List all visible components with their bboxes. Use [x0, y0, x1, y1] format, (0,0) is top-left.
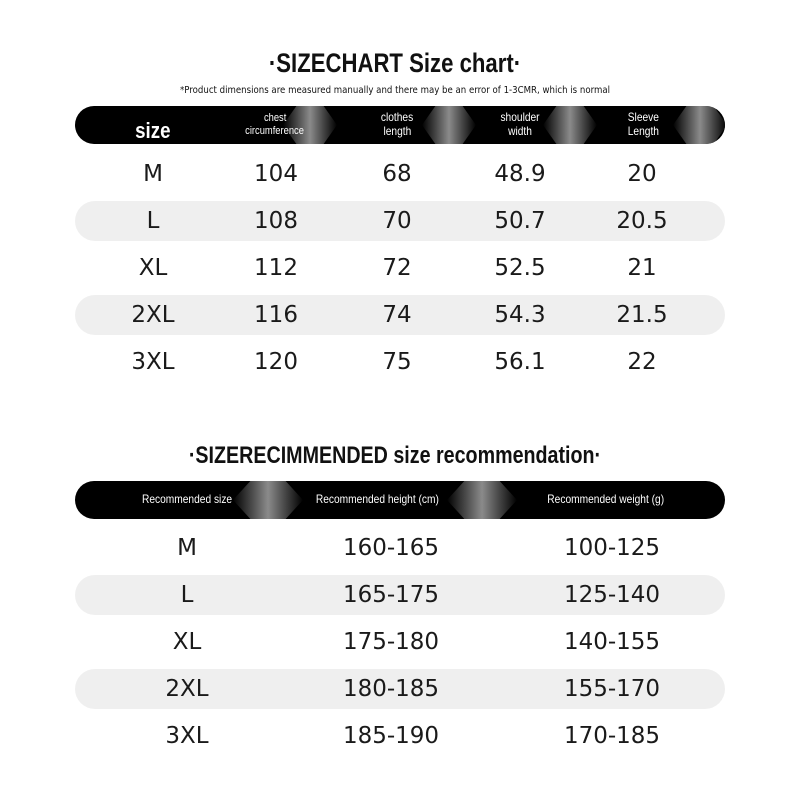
table-cell: XL [172, 629, 202, 655]
table-cell: 100-125 [563, 535, 661, 561]
table-cell: 56.1 [494, 349, 546, 375]
table-row [75, 669, 725, 709]
header-rec-weight [523, 481, 688, 519]
header-length-line2: length [383, 124, 411, 138]
header-size [100, 112, 205, 144]
size-chart-title: ·SIZECHART Size chart· [268, 48, 522, 78]
table-cell: 175-180 [342, 629, 440, 655]
table-cell: 120 [254, 349, 298, 375]
table-cell: 165-175 [342, 582, 440, 608]
table-cell: 112 [254, 255, 298, 281]
table-cell: 170-185 [563, 723, 661, 749]
header-sleeve-line2: Length [627, 124, 659, 138]
header-sleeve [593, 106, 693, 144]
table-cell: 21.5 [616, 302, 668, 328]
table-cell: 74 [382, 302, 412, 328]
table-row [75, 575, 725, 615]
table-cell: 72 [382, 255, 412, 281]
recommendation-title: ·SIZERECIMMENDED size recommendation· [188, 442, 602, 469]
table-cell: 68 [382, 161, 412, 187]
header-sleeve-line1: Sleeve [627, 110, 659, 125]
table-cell: 20 [627, 161, 657, 187]
table-cell: 116 [254, 302, 298, 328]
header-rec-height-label: Recommended height (cm) [315, 492, 440, 507]
table-row [75, 528, 725, 568]
size-chart-header [75, 106, 725, 144]
table-cell: L [180, 582, 194, 608]
table-cell: M [177, 535, 197, 561]
table-cell: 75 [382, 349, 412, 375]
header-shoulder-line1: shoulder [500, 110, 540, 125]
table-cell: 70 [382, 208, 412, 234]
table-cell: 3XL [165, 723, 209, 749]
table-cell: 21 [627, 255, 657, 281]
header-shoulder-line2: width [508, 124, 532, 138]
header-chest [225, 106, 325, 144]
table-row [75, 154, 725, 194]
table-cell: 22 [627, 349, 657, 375]
header-rec-size [115, 481, 260, 519]
recommendation-header [75, 481, 725, 519]
table-cell: L [146, 208, 160, 234]
table-cell: 185-190 [342, 723, 440, 749]
table-cell: 2XL [131, 302, 175, 328]
table-cell: 3XL [131, 349, 175, 375]
table-cell: 2XL [165, 676, 209, 702]
table-row [75, 716, 725, 756]
table-row [75, 201, 725, 241]
table-cell: 108 [254, 208, 298, 234]
header-rec-height [295, 481, 460, 519]
table-cell: M [143, 161, 163, 187]
header-length [347, 106, 447, 144]
table-cell: 155-170 [563, 676, 661, 702]
measurement-note: *Product dimensions are measured manually and there may be an error of 1-3CMR, which is normal [179, 85, 611, 96]
header-length-line1: clothes [380, 110, 414, 125]
table-cell: 20.5 [616, 208, 668, 234]
table-cell: 54.3 [494, 302, 546, 328]
table-row [75, 295, 725, 335]
table-cell: 140-155 [563, 629, 661, 655]
header-chest-line1: chest [263, 112, 287, 125]
header-size-label: size [134, 118, 171, 144]
table-row [75, 248, 725, 288]
header-shoulder [470, 106, 570, 144]
table-row [75, 342, 725, 382]
header-chest-line2: circumference [245, 125, 305, 137]
table-row [75, 622, 725, 662]
table-cell: 104 [254, 161, 298, 187]
header-rec-size-label: Recommended size [142, 492, 233, 507]
table-cell: XL [138, 255, 168, 281]
table-cell: 180-185 [342, 676, 440, 702]
header-rec-weight-label: Recommended weight (g) [547, 492, 664, 507]
table-cell: 50.7 [494, 208, 546, 234]
table-cell: 52.5 [494, 255, 546, 281]
table-cell: 125-140 [563, 582, 661, 608]
table-cell: 48.9 [494, 161, 546, 187]
table-cell: 160-165 [342, 535, 440, 561]
